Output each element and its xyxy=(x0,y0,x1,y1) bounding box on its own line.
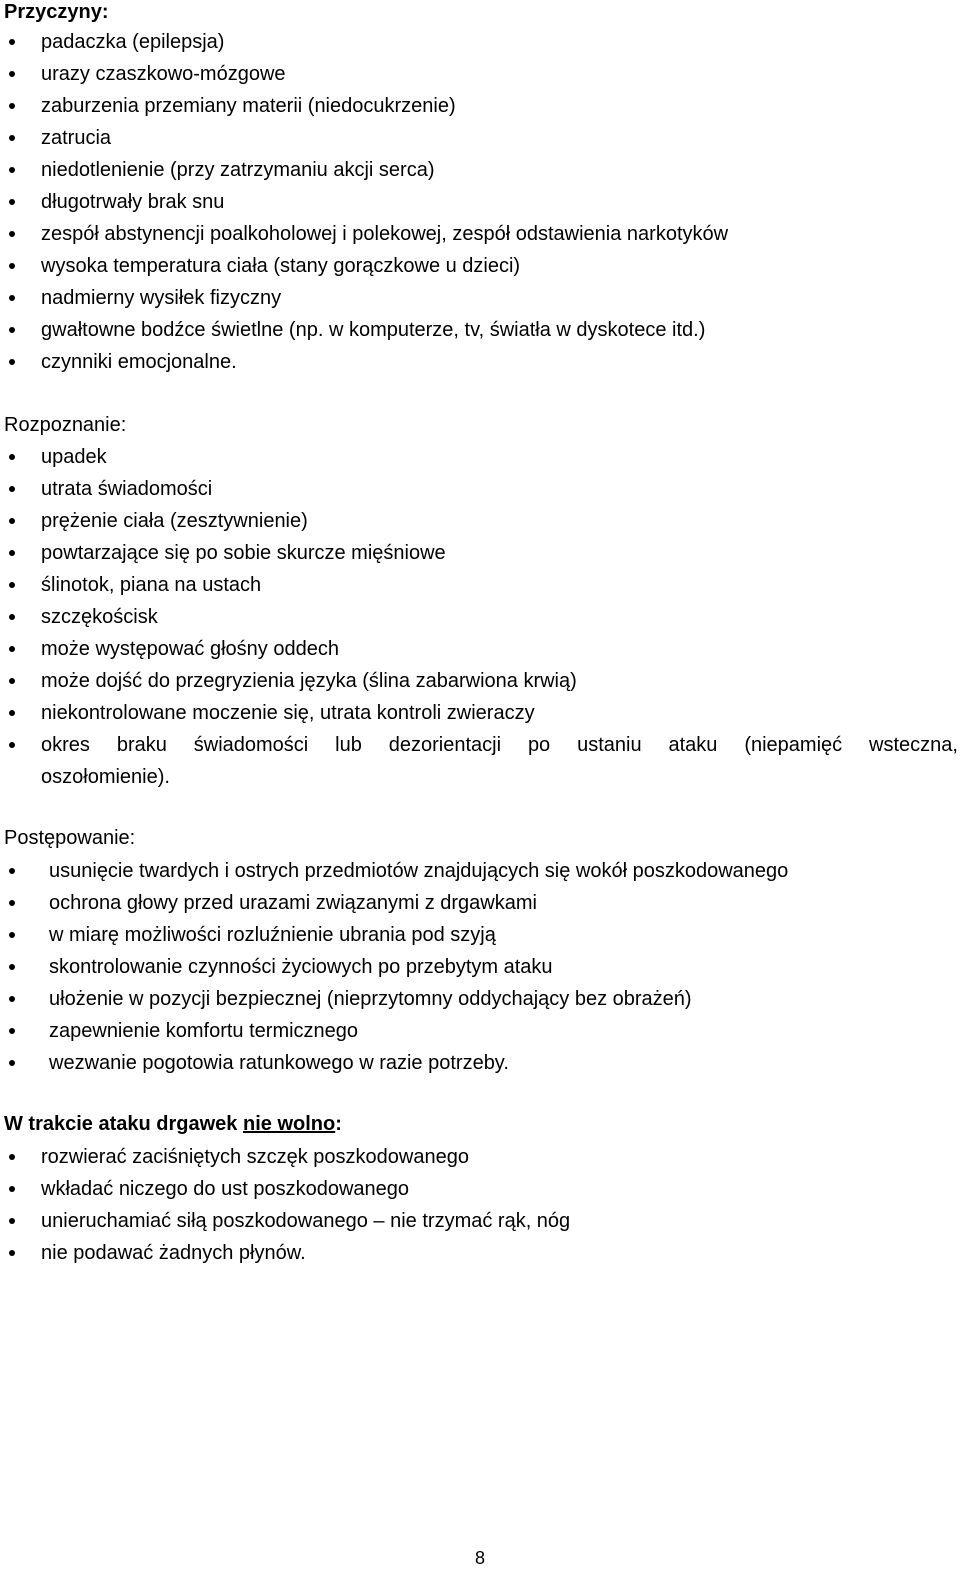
list-przyczyny xyxy=(41,26,728,378)
list-rozpoznanie xyxy=(41,441,958,793)
list-item: skontrolowanie czynności życiowych po przebytym ataku xyxy=(49,951,788,983)
list-item: niekontrolowane moczenie się, utrata kontroli zwieraczy xyxy=(41,697,958,729)
bullet-icon xyxy=(9,710,15,716)
bullet-icon xyxy=(9,167,15,173)
bullet-icon xyxy=(9,550,15,556)
list-item: zaburzenia przemiany materii (niedocukrzenie) xyxy=(41,90,728,122)
list-nie-wolno xyxy=(41,1141,570,1269)
bullet-icon xyxy=(9,1028,15,1034)
bullet-icon xyxy=(9,900,15,906)
bullet-icon xyxy=(9,263,15,269)
heading-text: W trakcie ataku drgawek xyxy=(4,1113,243,1135)
bullet-icon xyxy=(9,868,15,874)
list-item: w miarę możliwości rozluźnienie ubrania pod szyją xyxy=(49,919,788,951)
list-item: może dojść do przegryzienia języka (ślina zabarwiona krwią) xyxy=(41,665,958,697)
bullet-icon xyxy=(9,71,15,77)
page-number: 8 xyxy=(474,1548,485,1568)
list-item: może występować głośny oddech xyxy=(41,633,958,665)
list-item-line: okres braku świadomości lub dezorientacji po ustaniu ataku (niepamięć wsteczna, xyxy=(41,734,958,756)
bullet-icon xyxy=(9,135,15,141)
bullet-icon xyxy=(9,964,15,970)
list-item: rozwierać zaciśniętych szczęk poszkodowanego xyxy=(41,1141,570,1173)
bullet-icon xyxy=(9,1250,15,1256)
bullet-icon xyxy=(9,1154,15,1160)
list-item: ochrona głowy przed urazami związanymi z drgawkami xyxy=(49,887,788,919)
bullet-icon xyxy=(9,996,15,1002)
list-postepowanie xyxy=(49,855,788,1079)
list-item: czynniki emocjonalne. xyxy=(41,346,728,378)
heading-colon: : xyxy=(335,1113,342,1135)
bullet-icon xyxy=(9,327,15,333)
heading-postepowanie: Postępowanie: xyxy=(4,827,136,849)
bullet-icon xyxy=(9,231,15,237)
list-item: zatrucia xyxy=(41,122,728,154)
list-item: gwałtowne bodźce świetlne (np. w komputerze, tv, światła w dyskotece itd.) xyxy=(41,314,728,346)
bullet-icon xyxy=(9,518,15,524)
bullet-icon xyxy=(9,103,15,109)
bullet-icon xyxy=(9,742,15,748)
list-item: ślinotok, piana na ustach xyxy=(41,569,958,601)
heading-nie-wolno xyxy=(4,1112,342,1136)
heading-przyczyny: Przyczyny: xyxy=(4,1,109,23)
bullet-icon xyxy=(9,486,15,492)
bullet-icon xyxy=(9,614,15,620)
list-item: szczękościsk xyxy=(41,601,958,633)
list-item: upadek xyxy=(41,441,958,473)
bullet-icon xyxy=(9,359,15,365)
list-item: nie podawać żadnych płynów. xyxy=(41,1237,570,1269)
list-item: długotrwały brak snu xyxy=(41,186,728,218)
list-item: utrata świadomości xyxy=(41,473,958,505)
bullet-icon xyxy=(9,295,15,301)
heading-rozpoznanie: Rozpoznanie: xyxy=(4,414,127,436)
list-item: usunięcie twardych i ostrych przedmiotów znajdujących się wokół poszkodowanego xyxy=(49,855,788,887)
list-item: niedotlenienie (przy zatrzymaniu akcji serca) xyxy=(41,154,728,186)
list-item: urazy czaszkowo-mózgowe xyxy=(41,58,728,90)
list-item: padaczka (epilepsja) xyxy=(41,26,728,58)
list-item: wysoka temperatura ciała (stany gorączkowe u dzieci) xyxy=(41,250,728,282)
list-item: prężenie ciała (zesztywnienie) xyxy=(41,505,958,537)
list-item: nadmierny wysiłek fizyczny xyxy=(41,282,728,314)
list-item: wkładać niczego do ust poszkodowanego xyxy=(41,1173,570,1205)
bullet-icon xyxy=(9,1060,15,1066)
bullet-icon xyxy=(9,646,15,652)
bullet-icon xyxy=(9,932,15,938)
bullet-icon xyxy=(9,39,15,45)
bullet-icon xyxy=(9,582,15,588)
bullet-icon xyxy=(9,1218,15,1224)
bullet-icon xyxy=(9,678,15,684)
list-item: zespół abstynencji poalkoholowej i polekowej, zespół odstawienia narkotyków xyxy=(41,218,728,250)
bullet-icon xyxy=(9,454,15,460)
list-item: wezwanie pogotowia ratunkowego w razie potrzeby. xyxy=(49,1047,788,1079)
list-item: ułożenie w pozycji bezpiecznej (nieprzytomny oddychający bez obrażeń) xyxy=(49,983,788,1015)
bullet-icon xyxy=(9,199,15,205)
heading-underlined-text: nie wolno xyxy=(242,1113,336,1135)
list-item xyxy=(41,729,958,793)
list-item: zapewnienie komfortu termicznego xyxy=(49,1015,788,1047)
list-item: unieruchamiać siłą poszkodowanego – nie trzymać rąk, nóg xyxy=(41,1205,570,1237)
bullet-icon xyxy=(9,1186,15,1192)
list-item: powtarzające się po sobie skurcze mięśniowe xyxy=(41,537,958,569)
list-item-line: oszołomienie). xyxy=(41,766,170,788)
